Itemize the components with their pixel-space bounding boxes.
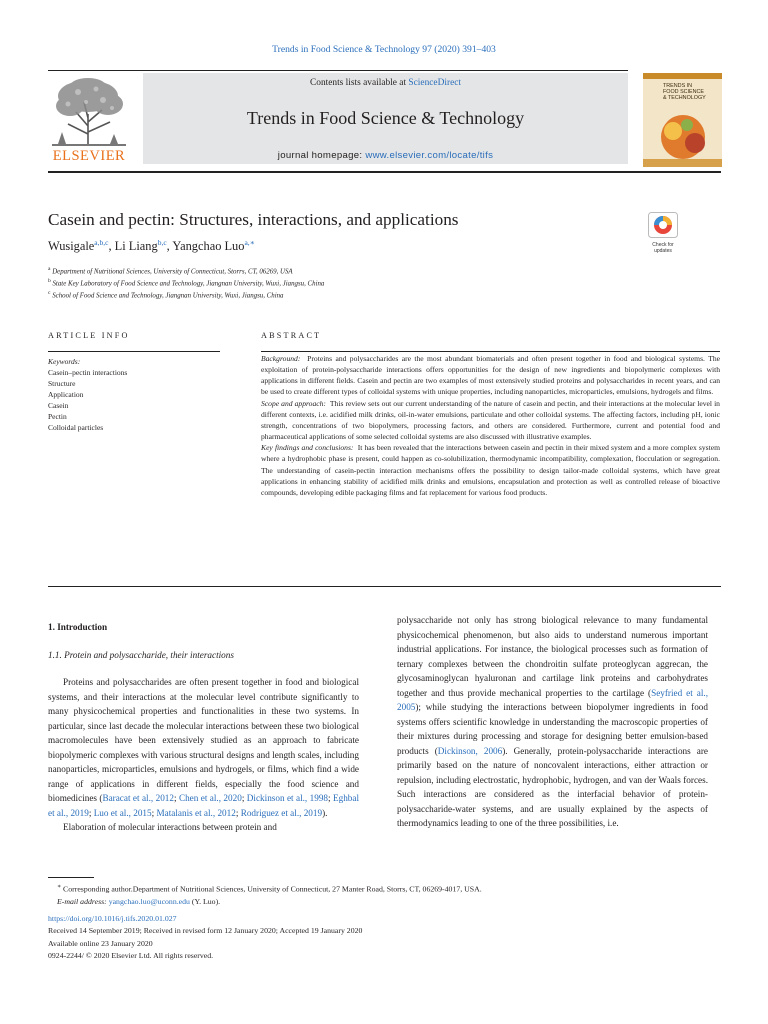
abstract-body [261, 353, 720, 498]
reference-link[interactable]: Dickinson, 2006 [437, 745, 503, 756]
keywords-block [48, 356, 220, 433]
author-affiliation-marks[interactable]: a,∗ [244, 238, 255, 247]
reference-link[interactable]: Matalanis et al., 2012 [156, 807, 236, 818]
copyright-line: 0924-2244/ © 2020 Elsevier Ltd. All rights reserved. [48, 951, 214, 961]
journal-title: Trends in Food Science & Technology [246, 108, 525, 128]
cover-title-line: & TECHNOLOGY [663, 95, 706, 101]
keyword: Pectin [48, 412, 67, 421]
journal-cover-image [643, 73, 722, 167]
author-affiliation-marks[interactable]: a,b,c [94, 238, 109, 247]
body-paragraph: polysaccharide not only has strong biological relevance to many fundamental physicochemical phenomenon, but also aids to understand numerous important industrial applications. For instance, the biological processes such as formation of ternary complexes between the chondroitin sulfate proteoglycan aggrecan, the glycosaminoglycan hyaluronan and cartilage link proteins and carbohydrates together and thus provide mechanical properties to the cartilage (Seyfried et al., 2005); while studying the interactions between biopolymer ingredients in food systems offers scientific knowledge in understanding the macroscopic properties of their mixtures during processing and storage for designing better emulsion-based products (Dickinson, 2006). Generally, protein-polysaccharide interactions are primarily based on the nature of noncovalent interactions, either attraction or repulsion, including electrostatic, hydrophobic, hydrogen, and van der Waals forces. Such interactions are considered as the interfacial behavior of protein-polysaccharide-water systems, and are usually explained by the aspects of thermodynamics leading to one of the three possibilities, i.e. [397, 615, 708, 828]
header-bottom-rule [48, 171, 721, 173]
keywords-label: Keywords: [48, 357, 81, 366]
body-left-column [48, 620, 359, 835]
cover-title-line: TRENDS IN [663, 83, 693, 89]
sciencedirect-link[interactable]: ScienceDirect [408, 78, 461, 88]
journal-citation-link[interactable]: Trends in Food Science & Technology 97 (2020) 391–403 [272, 44, 496, 55]
journal-homepage-link[interactable]: www.elsevier.com/locate/tifs [365, 150, 494, 161]
abstract-rule [261, 351, 720, 352]
keyword: Structure [48, 379, 76, 388]
reference-link[interactable]: Chen et al., 2020 [178, 793, 242, 803]
body-paragraph: Proteins and polysaccharides are often present together in food and biological systems, and their interactions at the molecular level contribute significantly to many physicochemical properties and functionalities in these two systems. In particular, since last decade the molecular interactions between these two biological macromolecules have been extensively studied as an approach to fabricate biopolymeric complexes with various structural designs and length scales, including nanoparticles, microparticles, emulsions and hydrogels, or films, which find a wide range of applications in different fields, especially the food science and biomedicines (Baracat et al., 2012; Chen et al., 2020; Dickinson et al., 1998; Eghbal et al., 2019; Luo et al., 2015; Matalanis et al., 2012; Rodriguez et al., 2019). [48, 677, 360, 818]
footnotes [48, 881, 721, 908]
crossmark-label: updates [654, 247, 672, 254]
author-list: Wusigale$^{a,b,c}$, Li Liang$^{b,c}$, Yangchao Luo$^{a,∗}$ [48, 238, 255, 254]
contents-available-line: Contents lists available at ScienceDirect [310, 78, 461, 88]
cover-title-line: FOOD SCIENCE [663, 89, 705, 95]
doi-link[interactable]: https://doi.org/10.1016/j.tifs.2020.01.027 [48, 914, 177, 923]
affiliation-a: $^a$ Department of Nutritional Sciences, University of Connecticut, Storrs, CT, 06269, USA [48, 266, 293, 276]
abstract-bottom-rule [48, 586, 721, 587]
email-note: E-mail address: yangchao.luo@uconn.edu (Y. Luo). [57, 896, 221, 906]
keyword: Casein–pectin interactions [48, 368, 128, 377]
crossmark-icon [648, 212, 678, 238]
elsevier-wordmark: ELSEVIER [52, 148, 126, 164]
reference-link[interactable]: Baracat et al., 2012 [102, 793, 174, 803]
reference-link[interactable]: Seyfried et al., 2005 [397, 687, 708, 712]
author-name: Yangchao Luo [172, 239, 245, 254]
author-affiliation-marks[interactable]: b,c [157, 238, 167, 247]
abstract-scope: Scope and approach: This review sets out our current understanding of the nature of casein and pectin, and their interactions at the molecular level in different contexts, i.e. acidified milk drinks, oil-in-water emulsions, particulate and other colloidal systems. The affecting factors, including pH, ionic strength, concentrations of two biopolymers, processing factors, and others are considered. Furthermore, current and potential food and pharmaceutical applications of some selected colloidal systems are also discussed with illustrative examples. [261, 398, 720, 442]
keyword: Colloidal particles [48, 423, 104, 432]
corresponding-author-note: ∗ Corresponding author.Department of Nutritional Sciences, University of Connecticut, 27 Manter Road, Storrs, CT, 06269-4017, USA. [57, 884, 482, 894]
keyword: Casein [48, 401, 69, 410]
article-info-heading: ARTICLE INFO [48, 331, 130, 340]
article-title: Casein and pectin: Structures, interactions, and applications [48, 210, 459, 229]
author-name: Li Liang [114, 239, 158, 254]
email-link[interactable]: yangchao.luo@uconn.edu [108, 896, 190, 906]
journal-homepage-line: journal homepage: www.elsevier.com/locate/tifs [277, 150, 494, 161]
section-title: 1. Introduction [48, 622, 108, 632]
body-right-column [397, 613, 708, 831]
reference-link[interactable]: Dickinson et al., 1998 [246, 793, 329, 803]
publication-info [48, 913, 362, 963]
affiliation-b: $^b$ State Key Laboratory of Food Science and Technology, Jiangnan University, Wuxi, Jiangsu, China [48, 278, 325, 288]
abstract-background: Background: Proteins and polysaccharides are the most abundant biomaterials and often present together in food and biological systems. The exploitation of protein-polysaccharide interactions offers opportunities for the design of new ingredients and biopolymeric complexes with applications in different fields. Casein and pectin are two examples of most extensively studied proteins and polysaccharides in recent years, and can be used to create different types of colloidal systems with unique properties, including nanoparticles, microparticles, emulsions, hydrogels and films. [261, 354, 721, 397]
available-online-date: Available online 23 January 2020 [48, 938, 153, 948]
header-top-rule [48, 70, 628, 71]
author-name: Wusigale [48, 239, 95, 254]
article-info-rule [48, 351, 220, 352]
footnote-rule [48, 877, 94, 878]
crossmark-label: Check for [652, 242, 674, 248]
body-paragraph: Elaboration of molecular interactions between protein and [63, 822, 277, 832]
affiliation-c: $^c$ School of Food Science and Technology, Jiangnan University, Wuxi, Jiangsu, China [48, 290, 284, 300]
subsection-title: 1.1. Protein and polysaccharide, their interactions [48, 649, 234, 660]
reference-link[interactable]: Eghbal et al., 2019 [48, 793, 360, 818]
check-for-updates-badge[interactable] [648, 212, 678, 252]
received-dates: Received 14 September 2019; Received in revised form 12 January 2020; Accepted 19 January 2020 [48, 926, 363, 936]
abstract-findings: Key findings and conclusions: It has been revealed that the interactions between casein and pectin in their mixed system and a more complex system where a hydrophobic phase is present, could happen as co-solubilization, thermodynamic incompatibility, complexation, flocculation or segregation. The understanding of casein-pectin interaction mechanisms offers the possibility to design tailor-made colloidal systems, which have great applications in enhancing stability of acidified milk drinks and emulsions, encapsulation and protection as well as controlled release of bioactive compounds, developing edible packaging films and fat replacement for various food products. [261, 443, 720, 497]
reference-link[interactable]: Rodriguez et al., 2019 [240, 807, 323, 818]
reference-link[interactable]: Luo et al., 2015 [93, 807, 152, 818]
keyword: Application [48, 390, 84, 399]
abstract-heading: ABSTRACT [261, 331, 322, 340]
